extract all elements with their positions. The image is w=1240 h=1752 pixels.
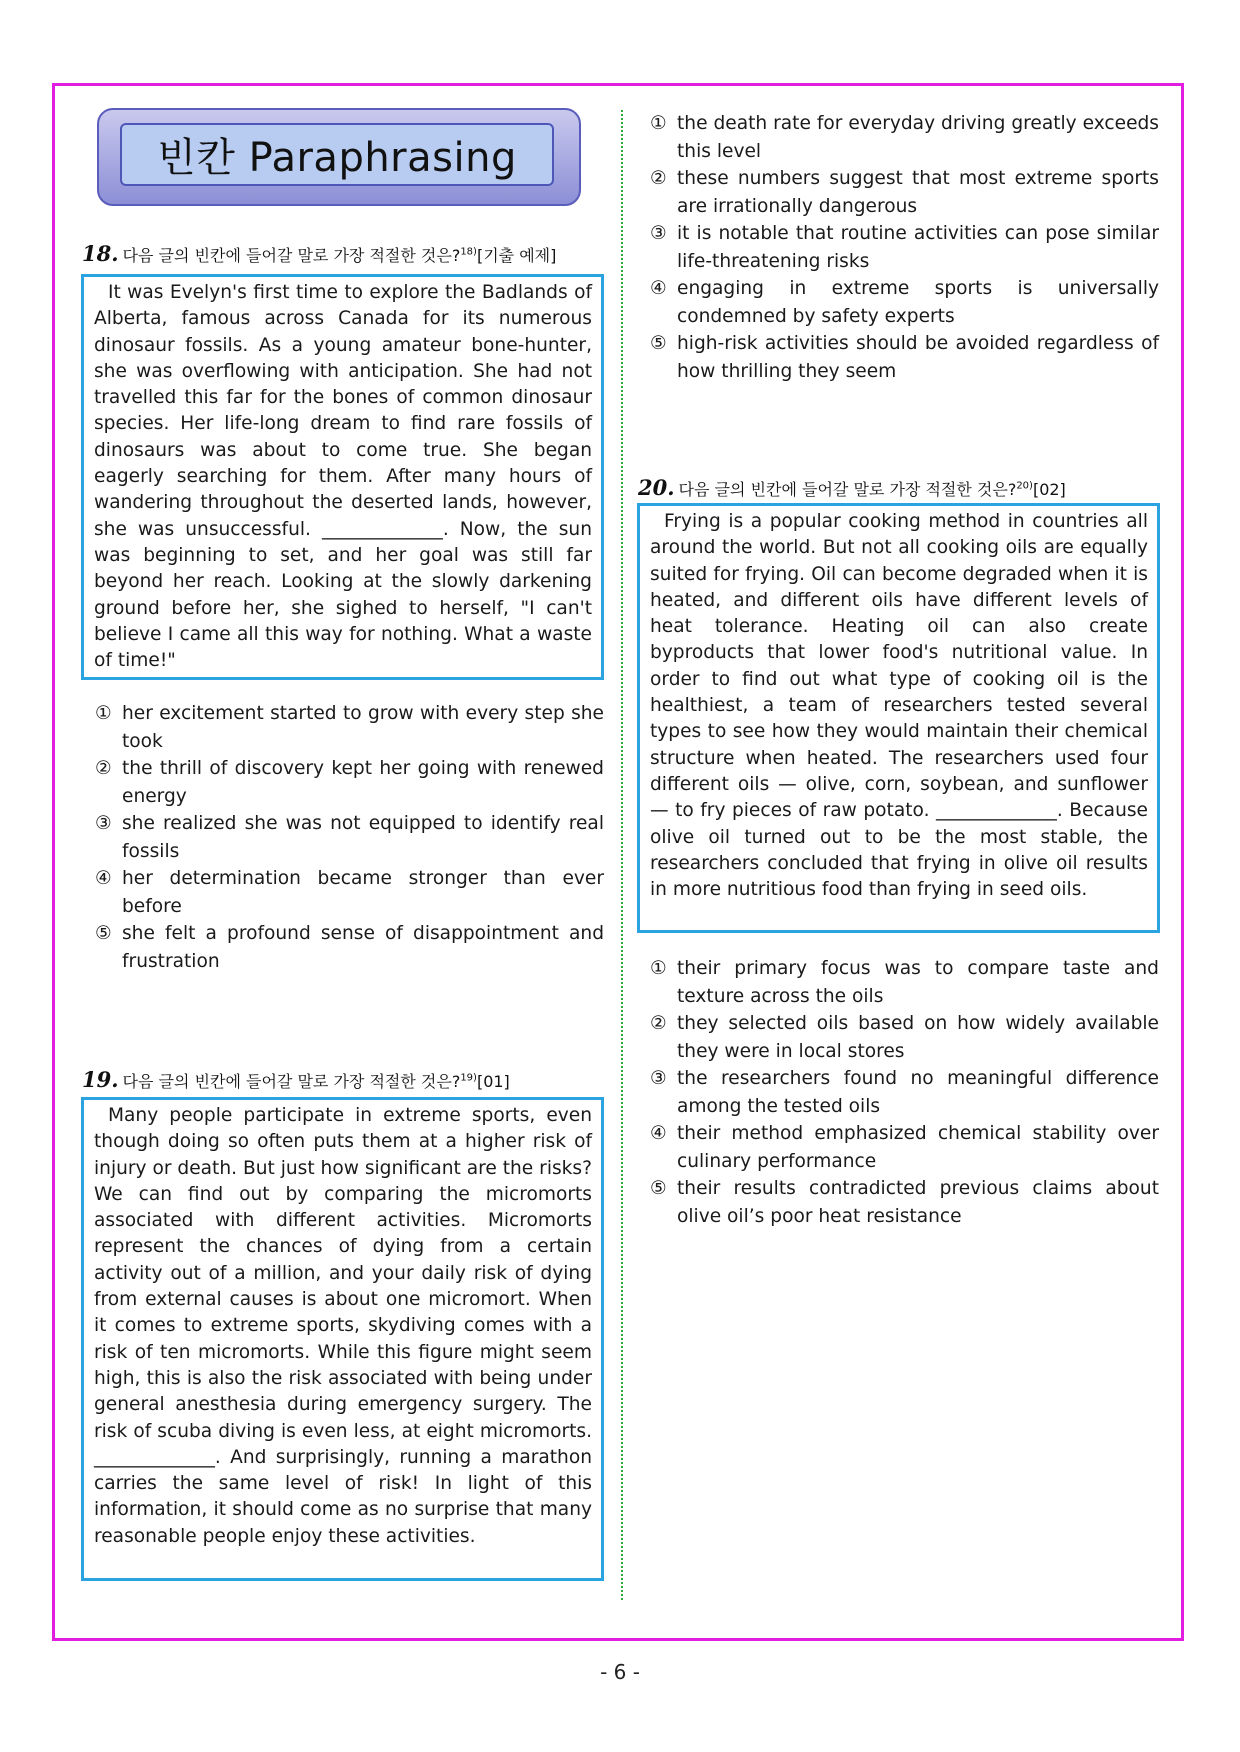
question-tag: [기출 예제] <box>476 246 557 265</box>
choice-text: it is notable that routine activities can pose similar life-threatening risks <box>677 223 1159 272</box>
choice-number: ⑤ <box>95 923 112 944</box>
choice-text: the researchers found no meaningful difference among the tested oils <box>677 1068 1159 1117</box>
question-20-heading <box>638 475 1066 500</box>
choice-number: ⑤ <box>650 1178 667 1199</box>
choice-number: ① <box>650 958 667 979</box>
choice-number: ③ <box>650 223 667 244</box>
choice-text: engaging in extreme sports is universally condemned by safety experts <box>677 278 1159 327</box>
question-19-passage: Many people participate in extreme sports, even though doing so often puts them at a higher risk of injury or death. But just how significant are the risks? We can find out by comparing the micromorts associated with different activities. Micromorts represent the chances of dying from a certain activity out of a million, and your daily risk of dying from external causes is about one micromort. When it comes to extreme sports, skydiving comes with a risk of ten micromorts. While this figure might seem high, this is also the risk associated with being under general anesthesia during emergency surgery. The risk of scuba diving is even less, at eight micromorts. _____________. And surprisingly, running a marathon carries the same level of risk! In light of this information, it should come as no surprise that many reasonable people enjoy these activities. <box>81 1097 604 1581</box>
choice-number: ⑤ <box>650 333 667 354</box>
choice-1[interactable] <box>650 110 1159 165</box>
choice-text: the death rate for everyday driving greatly exceeds this level <box>677 113 1159 162</box>
choice-3[interactable] <box>650 220 1159 275</box>
title-banner-inner <box>120 123 554 186</box>
choice-number: ③ <box>650 1068 667 1089</box>
choice-text: her excitement started to grow with every step she took <box>122 703 604 752</box>
choice-1[interactable] <box>650 955 1159 1010</box>
question-19-heading <box>82 1067 510 1092</box>
choice-3[interactable] <box>650 1065 1159 1120</box>
choice-2[interactable] <box>650 1010 1159 1065</box>
choice-4[interactable] <box>650 275 1159 330</box>
choice-1[interactable] <box>95 700 604 755</box>
question-number: 18. <box>82 241 119 266</box>
choice-number: ② <box>650 1013 667 1034</box>
question-20-passage: Frying is a popular cooking method in countries all around the world. But not all cooking oils are equally suited for frying. Oil can become degraded when it is heated, and different oils have different levels of heat tolerance. Heating oil can also create byproducts that lower food's nutritional value. In order to find out what type of cooking oil is the healthiest, a team of researchers tested several types to see how they would maintain their chemical structure when heated. The researchers used four different oils — olive, corn, soybean, and sunflower — to fry pieces of raw potato. _____________. Because olive oil turned out to be the most stable, the researchers concluded that frying in olive oil results in more nutritious food than frying in seed oils. <box>637 503 1160 933</box>
question-prompt: 다음 글의 빈칸에 들어갈 말로 가장 적절한 것은? <box>122 246 461 265</box>
choice-number: ② <box>650 168 667 189</box>
choice-number: ② <box>95 758 112 779</box>
question-ref: 19) <box>460 1072 477 1084</box>
question-tag: [02] <box>1032 480 1066 499</box>
choice-text: she realized she was not equipped to identify real fossils <box>122 813 604 862</box>
choice-number: ④ <box>95 868 112 889</box>
choice-text: they selected oils based on how widely available they were in local stores <box>677 1013 1159 1062</box>
question-20-choices <box>650 955 1159 1230</box>
choice-5[interactable] <box>95 920 604 975</box>
question-prompt: 다음 글의 빈칸에 들어갈 말로 가장 적절한 것은? <box>678 480 1017 499</box>
question-19-choices <box>650 110 1159 385</box>
choice-number: ④ <box>650 278 667 299</box>
question-ref: 18) <box>460 246 477 258</box>
choice-number: ① <box>95 703 112 724</box>
column-divider <box>621 110 623 1600</box>
question-number: 19. <box>82 1067 119 1092</box>
question-prompt: 다음 글의 빈칸에 들어갈 말로 가장 적절한 것은? <box>122 1072 461 1091</box>
choice-2[interactable] <box>95 755 604 810</box>
choice-text: her determination became stronger than ever before <box>122 868 604 917</box>
question-18-passage: It was Evelyn's first time to explore the Badlands of Alberta, famous across Canada for its numerous dinosaur fossils. As a young amateur bone-hunter, she was overflowing with anticipation. She had not travelled this far for the bones of common dinosaur species. Her life-long dream to find rare fossils of dinosaurs was about to come true. She began eagerly searching for them. After many hours of wandering throughout the deserted lands, however, she was unsuccessful. _____________. Now, the sun was beginning to set, and her goal was still far beyond her reach. Looking at the slowly darkening ground before her, she sighed to herself, "I can't believe I came all this way for nothing. What a waste of time!" <box>81 274 604 680</box>
choice-text: their method emphasized chemical stability over culinary performance <box>677 1123 1159 1172</box>
choice-number: ① <box>650 113 667 134</box>
choice-number: ③ <box>95 813 112 834</box>
choice-5[interactable] <box>650 330 1159 385</box>
choice-3[interactable] <box>95 810 604 865</box>
choice-4[interactable] <box>95 865 604 920</box>
question-tag: [01] <box>476 1072 510 1091</box>
choice-text: their primary focus was to compare taste and texture across the oils <box>677 958 1159 1007</box>
choice-5[interactable] <box>650 1175 1159 1230</box>
page-number: - 6 - <box>600 1660 640 1684</box>
question-ref: 20) <box>1016 480 1033 492</box>
choice-text: the thrill of discovery kept her going with renewed energy <box>122 758 604 807</box>
choice-4[interactable] <box>650 1120 1159 1175</box>
question-number: 20. <box>638 475 675 500</box>
question-18-choices <box>95 700 604 975</box>
choice-2[interactable] <box>650 165 1159 220</box>
question-18-heading <box>82 241 556 266</box>
page-title: 빈칸 Paraphrasing <box>157 135 517 181</box>
choice-text: high-risk activities should be avoided regardless of how thrilling they seem <box>677 333 1159 382</box>
choice-number: ④ <box>650 1123 667 1144</box>
choice-text: she felt a profound sense of disappointment and frustration <box>122 923 604 972</box>
choice-text: these numbers suggest that most extreme sports are irrationally dangerous <box>677 168 1159 217</box>
choice-text: their results contradicted previous claims about olive oil’s poor heat resistance <box>677 1178 1159 1227</box>
